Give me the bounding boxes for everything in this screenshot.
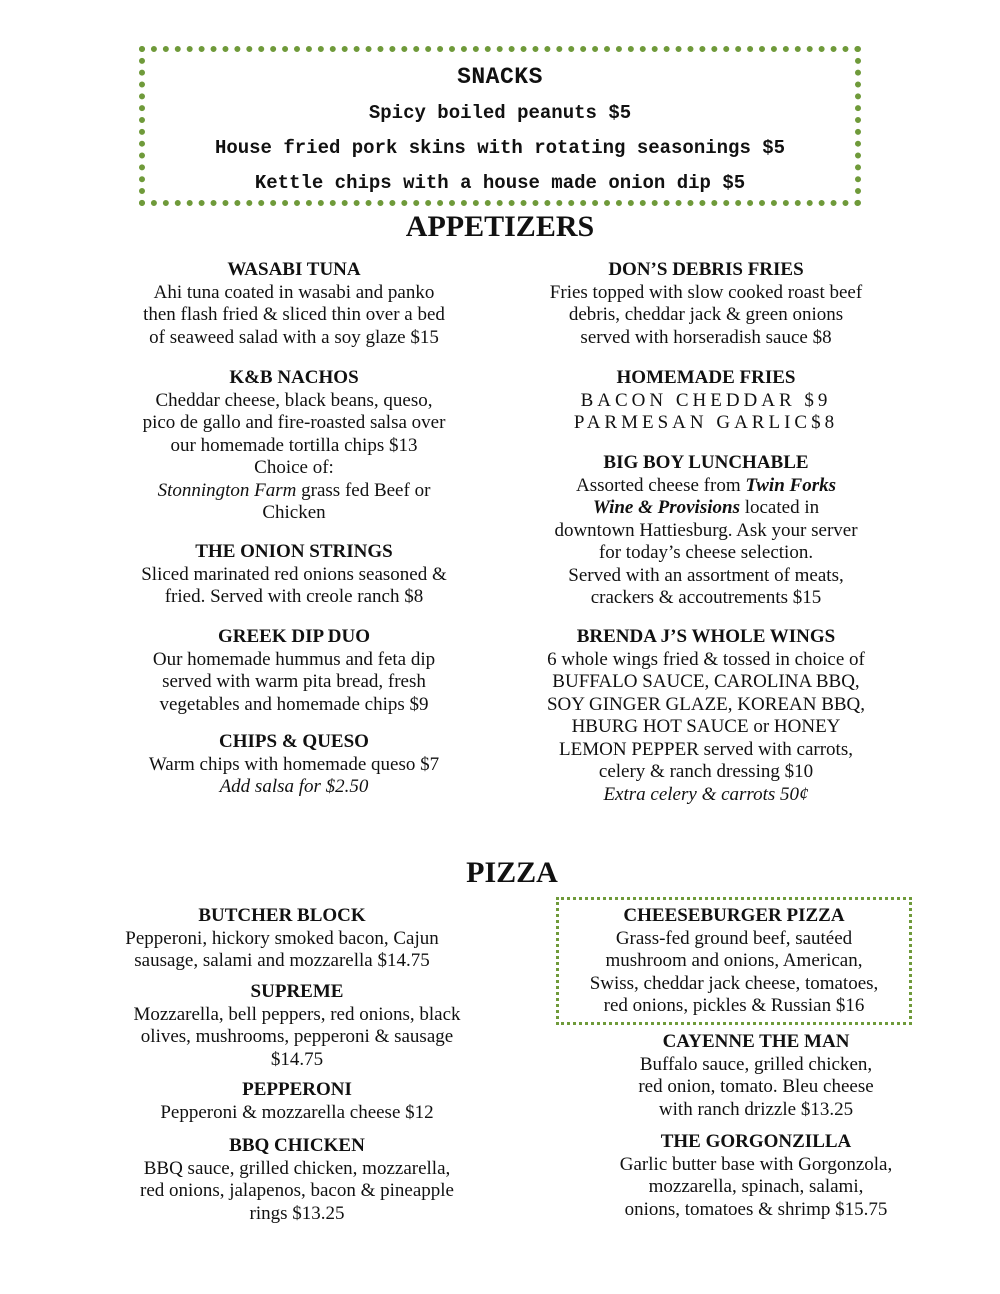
menu-item-big-boy-lunchable — [506, 452, 906, 610]
item-description: Garlic butter base with Gorgonzola, mozzarella, spinach, salami, onions, tomatoes & shrimp $15.75 — [619, 1153, 893, 1220]
item-name: BIG BOY LUNCHABLE — [603, 452, 809, 473]
item-name: HOMEMADE FRIES — [616, 367, 796, 388]
item-description: Pepperoni, hickory smoked bacon, Cajun sausage, salami and mozzarella $14.75 — [125, 927, 439, 971]
item-description: Mozzarella, bell peppers, red onions, black olives, mushrooms, pepperoni & sausage $14.75 — [133, 1003, 461, 1070]
intro-text: Assorted cheese from — [576, 474, 746, 496]
menu-item-brenda-js-wings — [506, 626, 906, 806]
item-name: GREEK DIP DUO — [217, 626, 371, 647]
menu-item-the-gorgonzilla — [556, 1131, 956, 1221]
choice-last: Chicken — [262, 502, 326, 523]
snack-item: House fried pork skins with rotating seasonings $5 — [214, 137, 786, 159]
item-name: CAYENNE THE MAN — [662, 1031, 850, 1052]
item-name: BUTCHER BLOCK — [198, 905, 366, 926]
item-name: WASABI TUNA — [227, 259, 361, 280]
menu-item-kb-nachos — [94, 367, 494, 525]
snacks-title: SNACKS — [457, 64, 543, 90]
choice-text: grass fed Beef or — [296, 479, 431, 501]
item-name: DON’S DEBRIS FRIES — [608, 259, 804, 280]
menu-item-dons-debris-fries — [506, 259, 906, 349]
item-description: Our homemade hummus and feta dip served with warm pita bread, fresh vegetables and homemade chips $9 — [152, 648, 436, 715]
item-name: CHEESEBURGER PIZZA — [623, 905, 845, 926]
item-name: THE GORGONZILLA — [660, 1131, 852, 1152]
menu-item-greek-dip-duo — [94, 626, 494, 716]
item-description: Fries topped with slow cooked roast beef debris, cheddar jack & green onions served with horseradish sauce $8 — [549, 281, 863, 348]
item-description: downtown Hattiesburg. Ask your server for today’s cheese selection. Served with an assortment of meats, crackers & accoutrements $15 — [554, 519, 858, 608]
appetizers-title: APPETIZERS — [405, 210, 595, 243]
fries-option: BACON CHEDDAR $9 — [580, 389, 832, 411]
menu-item-chips-queso — [94, 731, 494, 799]
item-name: K&B NACHOS — [229, 367, 359, 388]
item-name: CHIPS & QUESO — [219, 731, 369, 752]
snacks-box — [139, 46, 861, 206]
item-description: Warm chips with homemade queso $7 — [148, 753, 440, 775]
item-description: 6 whole wings fried & tossed in choice of BUFFALO SAUCE, CAROLINA BBQ, SOY GINGER GLAZE, KOREAN BBQ, HBURG HOT SAUCE or HONEY LEMON PEPPER served with carrots, celery & ranch dressing $10 — [546, 648, 866, 782]
intro-text: located in — [739, 497, 820, 518]
menu-item-cayenne-the-man — [556, 1031, 956, 1121]
item-description: Ahi tuna coated in wasabi and panko then flash fried & sliced thin over a bed of seaweed salad with a soy glaze $15 — [143, 281, 445, 348]
menu-item-bbq-chicken — [87, 1135, 507, 1225]
item-description: Buffalo sauce, grilled chicken, red onion, tomato. Bleu cheese with ranch drizzle $13.25 — [638, 1053, 874, 1120]
item-intro — [506, 475, 906, 498]
menu-item-supreme — [87, 981, 507, 1071]
item-description: Pepperoni & mozzarella cheese $12 — [160, 1101, 434, 1123]
menu-item-onion-strings — [94, 541, 494, 609]
item-description: BBQ sauce, grilled chicken, mozzarella, red onions, jalapenos, bacon & pineapple rings $13.25 — [140, 1157, 454, 1224]
item-description: Sliced marinated red onions seasoned & fried. Served with creole ranch $8 — [141, 563, 447, 607]
snack-item: Kettle chips with a house made onion dip $5 — [254, 172, 746, 194]
menu-item-homemade-fries — [506, 367, 906, 435]
menu-item-butcher-block — [72, 905, 492, 973]
item-note: Extra celery & carrots 50¢ — [603, 783, 809, 805]
item-name: SUPREME — [250, 981, 344, 1002]
item-description: Grass-fed ground beef, sautéed mushroom and onions, American, Swiss, cheddar jack cheese, tomatoes, red onions, pickles & Russian $16 — [589, 927, 879, 1016]
menu-item-cheeseburger-pizza — [556, 905, 912, 1018]
item-note: Add salsa for $2.50 — [219, 776, 369, 797]
item-name: BRENDA J’S WHOLE WINGS — [576, 626, 836, 647]
pizza-title: PIZZA — [466, 856, 558, 889]
menu-item-pepperoni — [87, 1079, 507, 1124]
brand-name: Wine & Provisions — [592, 497, 740, 518]
farm-name: Stonnington Farm — [157, 479, 297, 501]
fries-option: PARMESAN GARLIC$8 — [573, 412, 839, 433]
menu-item-wasabi-tuna — [94, 259, 494, 349]
brand-name: Twin Forks — [745, 474, 836, 496]
item-name: PEPPERONI — [242, 1079, 352, 1100]
item-name: THE ONION STRINGS — [195, 541, 393, 562]
item-description: Cheddar cheese, black beans, queso, pico de gallo and fire-roasted salsa over our homemade tortilla chips $13 Choice of: — [142, 389, 446, 478]
snack-item: Spicy boiled peanuts $5 — [368, 102, 632, 124]
item-name: BBQ CHICKEN — [229, 1135, 365, 1156]
item-choice — [94, 480, 494, 503]
item-intro-2 — [506, 497, 906, 520]
